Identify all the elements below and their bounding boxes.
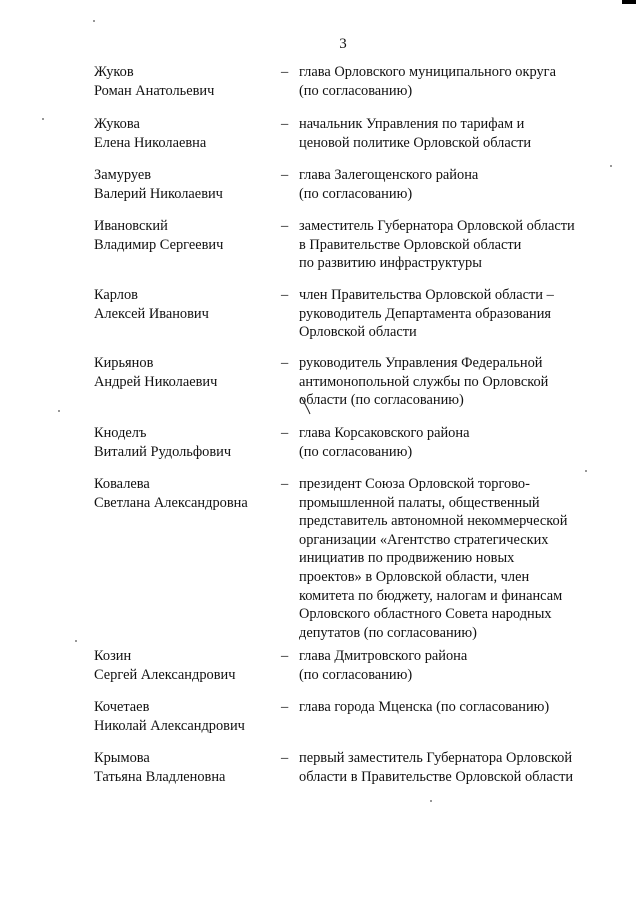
role-line: антимонопольной службы по Орловской	[299, 373, 549, 390]
role-line: инициатив по продвижению новых	[299, 550, 515, 567]
role-line: первый заместитель Губернатора Орловской	[299, 750, 573, 766]
member-role	[299, 63, 599, 100]
member-name	[94, 217, 274, 254]
member-name	[94, 647, 274, 684]
role-line: глава Корсаковского района	[299, 425, 470, 441]
pen-stroke-mark	[300, 396, 312, 416]
entry-dash: –	[281, 116, 289, 132]
role-line: (по согласованию)	[299, 185, 413, 202]
page-number: 3	[339, 36, 347, 52]
scan-speck	[58, 410, 60, 412]
role-line: области в Правительстве Орловской области	[299, 768, 574, 785]
member-surname: Жуков	[94, 64, 134, 80]
role-line: представитель автономной некоммерческой	[299, 513, 568, 530]
member-name	[94, 166, 274, 203]
member-name	[94, 475, 274, 512]
member-given-name: Светлана Александровна	[94, 494, 248, 511]
member-surname: Кноделъ	[94, 425, 147, 441]
role-line: Орловской области	[299, 324, 417, 341]
role-line: (по согласованию)	[299, 443, 413, 460]
scan-speck	[93, 20, 95, 22]
entry-dash: –	[281, 425, 289, 441]
member-surname: Ивановский	[94, 218, 168, 234]
member-role	[299, 354, 599, 410]
role-line: депутатов (по согласованию)	[299, 624, 477, 641]
scan-speck	[585, 470, 587, 472]
entry-dash: –	[281, 355, 289, 371]
member-name	[94, 424, 274, 461]
role-line: по развитию инфраструктуры	[299, 255, 482, 272]
role-line: Орловского областного Совета народных	[299, 606, 552, 623]
role-line: в Правительстве Орловской области	[299, 236, 522, 253]
entry-dash: –	[281, 64, 289, 80]
member-name	[94, 354, 274, 391]
role-line: глава города Мценска (по согласованию)	[299, 699, 550, 715]
scan-speck	[610, 165, 612, 167]
member-role	[299, 647, 599, 684]
member-given-name: Андрей Николаевич	[94, 373, 218, 390]
scan-speck	[42, 118, 44, 120]
member-surname: Крымова	[94, 750, 150, 766]
member-role	[299, 424, 599, 461]
member-surname: Замуруев	[94, 167, 152, 183]
member-given-name: Татьяна Владленовна	[94, 768, 226, 785]
member-given-name: Алексей Иванович	[94, 305, 209, 322]
member-name	[94, 63, 274, 100]
entry-dash: –	[281, 699, 289, 715]
member-surname: Козин	[94, 648, 132, 664]
role-line: глава Орловского муниципального округа	[299, 64, 556, 80]
role-line: (по согласованию)	[299, 666, 413, 683]
member-surname: Ковалева	[94, 476, 150, 492]
member-surname: Кирьянов	[94, 355, 154, 371]
role-line: заместитель Губернатора Орловской области	[299, 218, 575, 234]
role-line: член Правительства Орловской области –	[299, 287, 554, 303]
role-line: глава Дмитровского района	[299, 648, 468, 664]
member-given-name: Роман Анатольевич	[94, 82, 215, 99]
entry-dash: –	[281, 167, 289, 183]
role-line: комитета по бюджету, налогам и финансам	[299, 587, 563, 604]
entry-dash: –	[281, 476, 289, 492]
member-role	[299, 115, 599, 152]
role-line: начальник Управления по тарифам и	[299, 116, 525, 132]
role-line: организации «Агентство стратегических	[299, 531, 549, 548]
member-given-name: Сергей Александрович	[94, 666, 236, 683]
member-name	[94, 286, 274, 323]
member-given-name: Елена Николаевна	[94, 134, 207, 151]
role-line: руководитель Департамента образования	[299, 305, 552, 322]
role-line: проектов» в Орловской области, член	[299, 568, 530, 585]
member-role	[299, 166, 599, 203]
scan-speck	[75, 640, 77, 642]
scan-speck	[430, 800, 432, 802]
member-given-name: Виталий Рудольфович	[94, 443, 232, 460]
member-name	[94, 749, 274, 786]
member-given-name: Владимир Сергеевич	[94, 236, 224, 253]
member-role	[299, 698, 599, 717]
member-given-name: Николай Александрович	[94, 717, 245, 734]
member-role	[299, 749, 599, 786]
role-line: (по согласованию)	[299, 82, 413, 99]
role-line: промышленной палаты, общественный	[299, 494, 540, 511]
role-line: глава Залегощенского района	[299, 167, 479, 183]
entry-dash: –	[281, 287, 289, 303]
role-line: области (по согласованию)	[299, 392, 464, 409]
member-surname: Кочетаев	[94, 699, 150, 715]
role-line: руководитель Управления Федеральной	[299, 355, 543, 371]
member-surname: Жукова	[94, 116, 140, 132]
entry-dash: –	[281, 218, 289, 234]
entry-dash: –	[281, 648, 289, 664]
member-role	[299, 217, 599, 273]
role-line: ценовой политике Орловской области	[299, 134, 532, 151]
entry-dash: –	[281, 750, 289, 766]
member-surname: Карлов	[94, 287, 138, 303]
member-role	[299, 286, 599, 342]
role-line: президент Союза Орловской торгово-	[299, 476, 530, 492]
member-given-name: Валерий Николаевич	[94, 185, 223, 202]
member-name	[94, 698, 274, 735]
member-name	[94, 115, 274, 152]
member-role	[299, 475, 599, 642]
